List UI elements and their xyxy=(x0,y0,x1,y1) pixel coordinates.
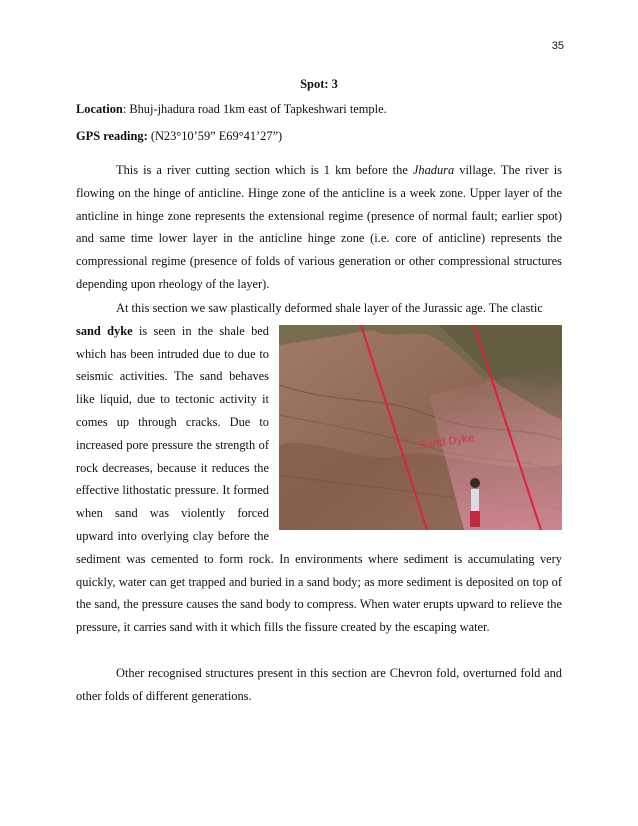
paragraph-river-cutting xyxy=(76,159,562,296)
jhadura-italic: Jhadura xyxy=(412,163,455,177)
paragraph-other-structures: Other recognised structures present in this section are Chevron fold, overturned fold and other folds of different generations. xyxy=(76,666,562,703)
gps-value: (N23°10’59” E69°41’27”) xyxy=(147,129,283,143)
paragraph1-text-a: This is a river cutting section which is 1 km before the xyxy=(116,163,413,177)
paragraph2-lead: At this section we saw plastically deformed shale layer of the Jurassic age. The clastic xyxy=(116,301,543,315)
gps-line xyxy=(76,129,282,144)
outcrop-illustration xyxy=(279,325,562,530)
gps-label: GPS reading: xyxy=(76,129,148,143)
paragraph-sand-dyke xyxy=(76,297,562,639)
paragraph1-text-b: village. The river is flowing on the hinge of anticline. Hinge zone of the anticline is a week zone. Upper layer of the anticline in hinge zone represents the extensional regime (presence of normal fault; earlier spot) and same time lower layer in the anticline hinge zone (i.e. core of anticline) represents the compressional regime (presence of folds of various generation or other compressional structures depending upon rheology of the layer). xyxy=(76,163,562,291)
spot-title: Spot: 3 xyxy=(300,77,338,91)
location-value: : Bhuj-jhadura road 1km east of Tapkeshwari temple. xyxy=(122,102,387,116)
paragraph2-rest: is seen in the shale bed which has been intruded due to due to seismic activities. The sand behaves like liquid, due to tectonic activity it comes up through cracks. Due to increased pore pressure the strength of rock decreases, because it reduces the effective lithostatic pressure. It formed when sand was violently forced upward into overlying clay before the sediment was cemented to form rock. In environments where sediment is accumulating very quickly, water can get trapped and buried in a sand body; as more sediment is deposited on top of the sand, the pressure causes the sand body to compress. When water erupts upward to relieve the pressure, it carries sand with it which fills the fissure created by the escaping water. xyxy=(76,323,562,635)
location-label: Location xyxy=(76,102,123,116)
location-line xyxy=(76,102,387,117)
page-number: 35 xyxy=(551,40,564,52)
sand-dyke-bold: sand dyke xyxy=(76,323,133,338)
sand-dyke-annotation: Sand Dyke xyxy=(418,431,476,452)
person-figure xyxy=(470,478,480,527)
sand-dyke-photo xyxy=(279,325,562,530)
